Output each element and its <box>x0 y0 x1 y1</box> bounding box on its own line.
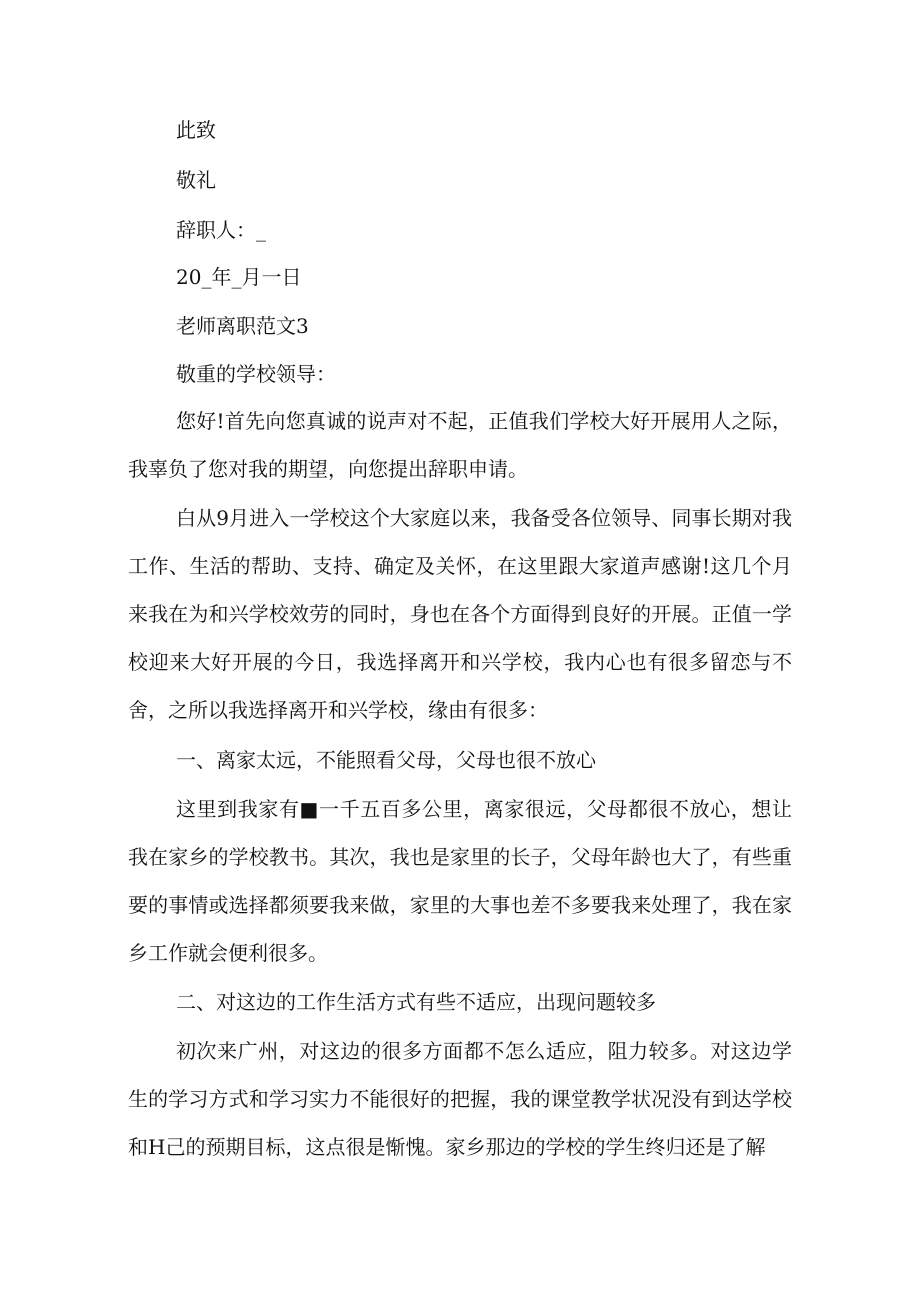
closing-line-jingli: 敬礼 <box>176 168 216 192</box>
resigner-line: 辞职人：_ <box>176 218 266 242</box>
section-heading-1: 一、离家太远，不能照看父母，父母也很不放心 <box>176 748 596 772</box>
section-heading-2: 二、对这边的工作生活方式有些不适应，出现问题较多 <box>176 990 656 1014</box>
date-line: 20_年_月一日 <box>176 265 302 289</box>
closing-line-cizhi: 此致 <box>176 118 216 142</box>
paragraph-reason-2: 初次来广州，对这边的很多方面都不怎么适应，阻力较多。对这边学生的学习方式和学习实力不能很好的把握，我的课堂教学状况没有到达学校和H己的预期目标，这点很是惭愧。家乡那边的学校的学生终归还是了解 <box>128 1039 792 1159</box>
letter-title: 老师离职范文3 <box>176 314 309 338</box>
paragraph-gratitude: 白从9月进入一学校这个大家庭以来，我备受各位领导、同事长期对我工作、生活的帮助、支持、确定及关怀，在这里跟大家道声感谢!这几个月来我在为和兴学校效劳的同时，身也在各个方面得到良好的开展。正值一学校迎来大好开展的今日，我选择离开和兴学校，我内心也有很多留恋与不舍，之所以我选择离开和兴学校，缘由有很多： <box>128 506 792 722</box>
salutation: 敬重的学校领导： <box>176 362 336 386</box>
paragraph-reason-1: 这里到我家有■一千五百多公里，离家很远，父母都很不放心，想让我在家乡的学校教书。其次，我也是家里的长子，父母年龄也大了，有些重要的事情或选择都须要我来做，家里的大事也差不多要我来处理了，我在家乡工作就会便利很多。 <box>128 797 792 965</box>
paragraph-apology: 您好!首先向您真诚的说声对不起，正值我们学校大好开展用人之际，我辜负了您对我的期望，向您提出辞职申请。 <box>128 409 792 481</box>
